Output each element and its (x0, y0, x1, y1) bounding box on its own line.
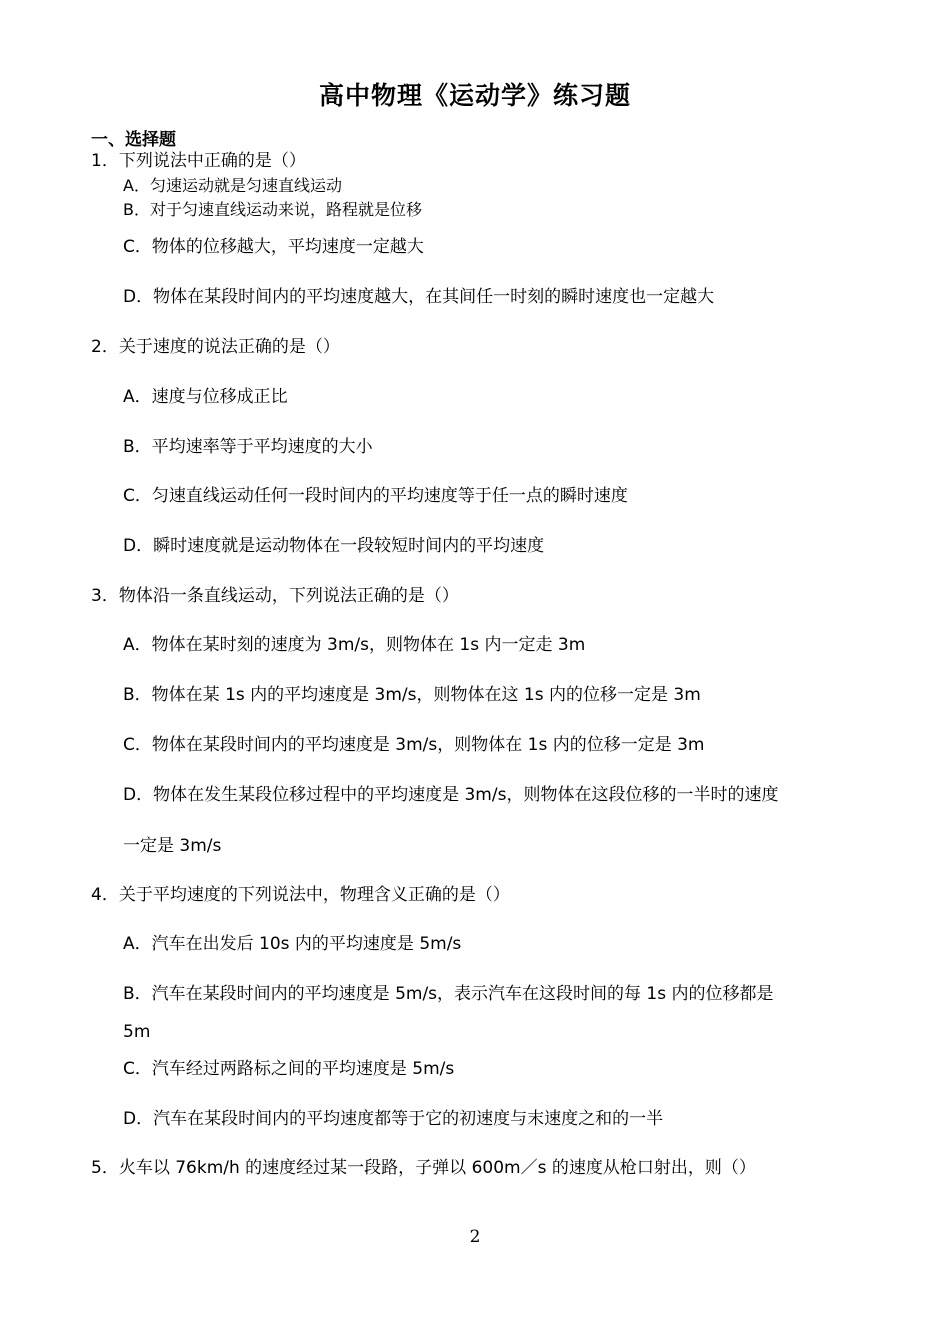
question-2-option-b: B．平均速率等于平均速度的大小 (123, 437, 373, 457)
question-3-option-a: A．物体在某时刻的速度为 3m/s，则物体在 1s 内一定走 3m (123, 635, 586, 655)
question-4-stem: 4．关于平均速度的下列说法中，物理含义正确的是（） (91, 885, 510, 905)
question-2-option-d: D．瞬时速度就是运动物体在一段较短时间内的平均速度 (123, 536, 545, 556)
question-4-option-b: B．汽车在某段时间内的平均速度是 5m/s，表示汽车在这段时间的每 1s 内的位移都是 (123, 984, 774, 1004)
question-5-stem: 5．火车以 76km/h 的速度经过某一段路，子弹以 600m／s 的速度从枪口射出，则（） (91, 1158, 756, 1178)
section-heading: 一、选择题 (91, 130, 176, 150)
question-1-option-d: D．物体在某段时间内的平均速度越大，在其间任一时刻的瞬时速度也一定越大 (123, 287, 715, 307)
question-1-option-c: C．物体的位移越大，平均速度一定越大 (123, 237, 424, 257)
question-4-option-d: D．汽车在某段时间内的平均速度都等于它的初速度与末速度之和的一半 (123, 1109, 664, 1129)
question-1-stem: 1．下列说法中正确的是（） (91, 151, 306, 171)
page-number: 2 (469, 1227, 481, 1247)
question-2-stem: 2．关于速度的说法正确的是（） (91, 337, 340, 357)
question-4-option-a: A．汽车在出发后 10s 内的平均速度是 5m/s (123, 934, 462, 954)
question-3-stem: 3．物体沿一条直线运动，下列说法正确的是（） (91, 586, 459, 606)
page-title: 高中物理《运动学》练习题 (318, 81, 631, 110)
question-4-option-c: C．汽车经过两路标之间的平均速度是 5m/s (123, 1059, 455, 1079)
question-1-option-a: A．匀速运动就是匀速直线运动 (123, 176, 342, 195)
question-3-option-d-continued: 一定是 3m/s (123, 836, 222, 856)
question-2-option-c: C．匀速直线运动任何一段时间内的平均速度等于任一点的瞬时速度 (123, 486, 628, 506)
question-3-option-d: D．物体在发生某段位移过程中的平均速度是 3m/s，则物体在这段位移的一半时的速度 (123, 785, 779, 805)
question-4-option-b-continued: 5m (123, 1022, 151, 1042)
question-3-option-c: C．物体在某段时间内的平均速度是 3m/s，则物体在 1s 内的位移一定是 3m (123, 735, 705, 755)
question-2-option-a: A．速度与位移成正比 (123, 387, 288, 407)
question-1-option-b: B．对于匀速直线运动来说，路程就是位移 (123, 200, 422, 219)
question-3-option-b: B．物体在某 1s 内的平均速度是 3m/s，则物体在这 1s 内的位移一定是 3m (123, 685, 701, 705)
